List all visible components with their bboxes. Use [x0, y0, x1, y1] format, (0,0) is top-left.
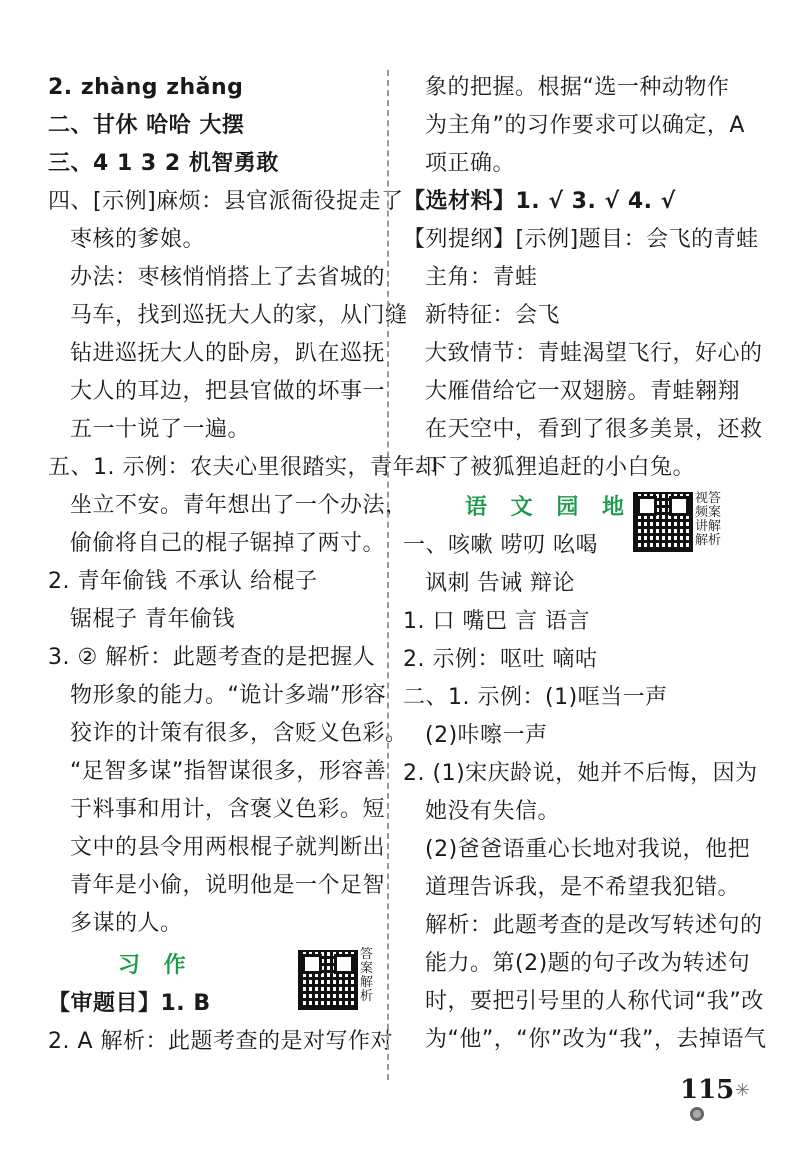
- qr-code[interactable]: [298, 950, 358, 1010]
- answer-line: 能力。第(2)题的句子改为转述句: [425, 951, 751, 976]
- qr-caption: 答案解析: [360, 947, 374, 1004]
- answer-line: 下了被狐狸追赶的小白兔。: [425, 455, 696, 480]
- answer-line: 多谋的人。: [70, 911, 183, 936]
- answer-line: 枣核的爹娘。: [70, 227, 206, 252]
- answer-line: 讽刺 告诫 辩论: [425, 571, 575, 596]
- answer-line: 四、[示例]麻烦：县官派衙役捉走了: [48, 189, 404, 214]
- answer-line: 项正确。: [425, 151, 516, 176]
- answer-line: 她没有失信。: [425, 799, 561, 824]
- qr-caption: 视答频案讲解解析: [695, 491, 722, 548]
- answer-line: 大雁借给它一双翅膀。青蛙翱翔: [425, 379, 741, 404]
- answer-line: 物形象的能力。“诡计多端”形容: [70, 683, 387, 708]
- answer-line: 锯棍子 青年偷钱: [70, 607, 235, 632]
- answer-line: 新特征：会飞: [425, 303, 561, 328]
- answer-line: 于料事和用计，含褒义色彩。短: [70, 797, 386, 822]
- answer-line: 在天空中，看到了很多美景，还救: [425, 417, 763, 442]
- answer-line: 时，要把引号里的人称代词“我”改: [425, 989, 764, 1014]
- answer-line: 二、甘休 哈哈 大摆: [48, 113, 245, 138]
- decorative-dot: [690, 1107, 704, 1121]
- column-divider: [387, 70, 389, 1080]
- answer-line: 道理告诉我，是不希望我犯错。: [425, 875, 741, 900]
- answer-line: 象的把握。根据“选一种动物作: [425, 75, 730, 100]
- answer-line: 为“他”，“你”改为“我”，去掉语气: [425, 1027, 767, 1052]
- answer-line: 2. 示例：呕吐 嘀咕: [403, 647, 598, 672]
- answer-line: 钻进巡抚大人的卧房，趴在巡抚: [70, 341, 386, 366]
- answer-line: 一、咳嗽 唠叨 吆喝: [403, 533, 598, 558]
- answer-line: 大致情节：青蛙渴望飞行，好心的: [425, 341, 763, 366]
- qr-code[interactable]: [633, 492, 693, 552]
- answer-line: 马车，找到巡抚大人的家，从门缝: [70, 303, 408, 328]
- page-number: 115: [680, 1075, 735, 1105]
- answer-line: 【审题目】1. B: [48, 991, 211, 1016]
- answer-line: 2. (1)宋庆龄说，她并不后悔，因为: [403, 761, 758, 786]
- section-heading: 语 文 园 地: [465, 495, 632, 520]
- answer-line: 五、1. 示例：农夫心里很踏实，青年却: [48, 455, 438, 480]
- answer-line: 二、1. 示例：(1)哐当一声: [403, 685, 668, 710]
- answer-line: 2. A 解析：此题考查的是对写作对: [48, 1029, 394, 1054]
- answer-line: 为主角”的习作要求可以确定，A: [425, 113, 745, 138]
- answer-line: (2)爸爸语重心长地对我说，他把: [425, 837, 751, 862]
- answer-line: 狡诈的计策有很多，含贬义色彩。: [70, 721, 408, 746]
- section-heading: 习 作: [118, 953, 194, 978]
- answer-line: 办法：枣核悄悄搭上了去省城的: [70, 265, 386, 290]
- answer-line: 【选材料】1. √ 3. √ 4. √: [403, 189, 676, 214]
- answer-line: 【列提纲】[示例]题目：会飞的青蛙: [403, 227, 759, 252]
- answer-line: 偷偷将自己的棍子锯掉了两寸。: [70, 531, 386, 556]
- answer-line: 青年是小偷，说明他是一个足智: [70, 873, 386, 898]
- answer-line: 大人的耳边，把县官做的坏事一: [70, 379, 386, 404]
- answer-line: (2)咔嚓一声: [425, 723, 548, 748]
- answer-line: 三、4 1 3 2 机智勇敢: [48, 151, 279, 176]
- answer-line: “足智多谋”指智谋很多，形容善: [70, 759, 387, 784]
- answer-line: 文中的县令用两根棍子就判断出: [70, 835, 386, 860]
- answer-line: 解析：此题考查的是改写转述句的: [425, 913, 763, 938]
- star-icon: ✳: [735, 1080, 751, 1101]
- answer-line: 2. zhàng zhǎng: [48, 75, 244, 100]
- answer-line: 主角：青蛙: [425, 265, 538, 290]
- answer-line: 1. 口 嘴巴 言 语言: [403, 609, 590, 634]
- answer-line: 2. 青年偷钱 不承认 给棍子: [48, 569, 318, 594]
- answer-line: 坐立不安。青年想出了一个办法，: [70, 493, 408, 518]
- answer-line: 3. ② 解析：此题考查的是把握人: [48, 645, 376, 670]
- answer-line: 五一十说了一遍。: [70, 417, 251, 442]
